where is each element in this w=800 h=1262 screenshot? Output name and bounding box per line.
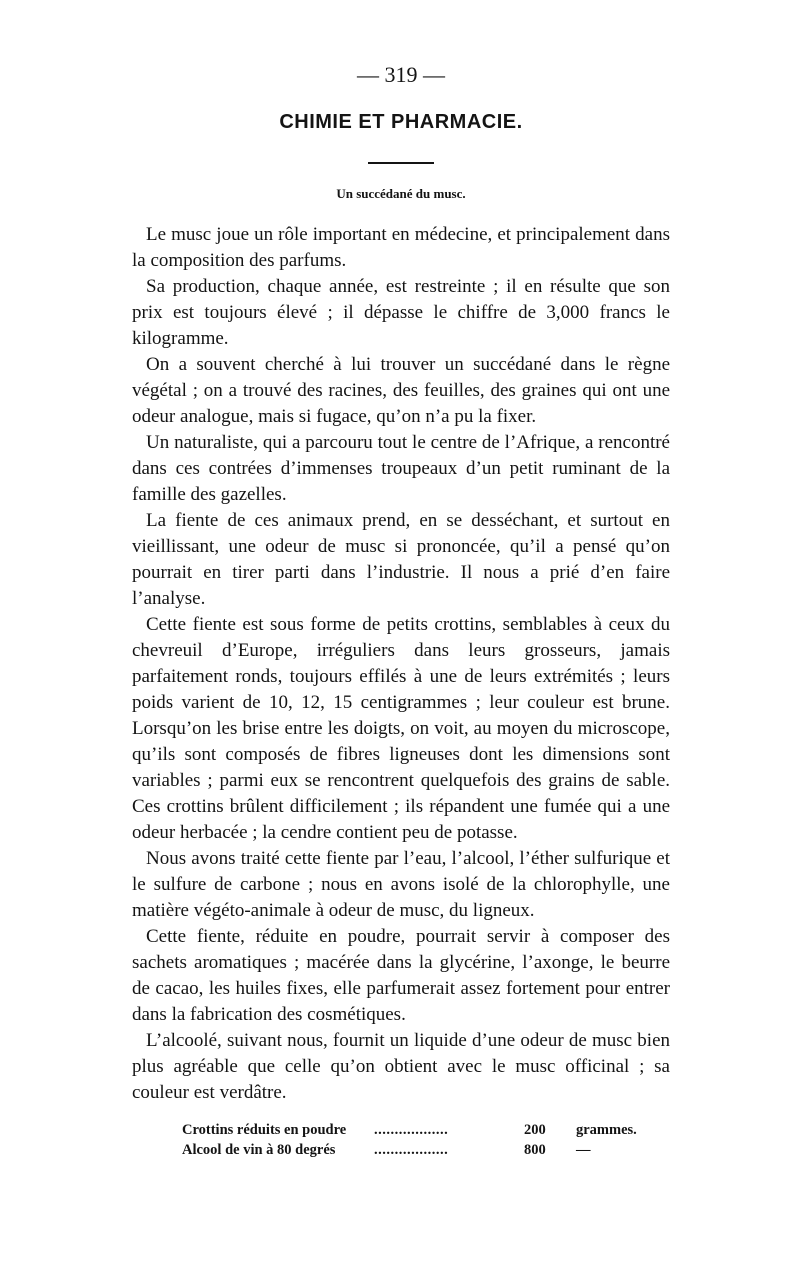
- paragraph: Le musc joue un rôle important en médecine, et principalement dans la composition des parfums.: [132, 224, 670, 271]
- paragraph: Cette fiente, réduite en poudre, pourrait servir à composer des sachets aromatiques ; macérée dans la glycérine, l’axonge, le beurre de cacao, les huiles fixes, elle parfumerait assez fortement pour entrer dans la fabrication des cosmétiques.: [132, 926, 670, 1025]
- paragraph: L’alcoolé, suivant nous, fournit un liquide d’une odeur de musc bien plus agréable que celle qu’on obtient avec le musc officinal ; sa couleur est verdâtre.: [132, 1030, 670, 1103]
- page-number: — 319 —: [357, 62, 445, 87]
- dot-leader: ..................: [374, 1142, 449, 1158]
- book-page: [132, 62, 670, 1160]
- recipe-table: [182, 1120, 670, 1160]
- recipe-quantity: 200: [524, 1122, 546, 1138]
- paragraph: Sa production, chaque année, est restreinte ; il en résulte que son prix est toujours élevé ; il dépasse le chiffre de 3,000 francs le kilogramme.: [132, 276, 670, 349]
- recipe-row: [182, 1120, 670, 1140]
- title-rule: [368, 162, 434, 164]
- paragraph: Cette fiente est sous forme de petits crottins, semblables à ceux du chevreuil d’Europe, irréguliers dans leurs grosseurs, jamais parfaitement ronds, toujours effilés à une de leurs extrémités ; leurs poids varient de 10, 12, 15 centigrammes ; leur couleur est brune. Lorsqu’on les brise entre les doigts, on voit, au moyen du microscope, qu’ils sont composés de fibres ligneuses dont les dimensions sont variables ; parmi eux se rencontrent quelquefois des grains de sable. Ces crottins brûlent difficilement ; ils répandent une fumée qui a une odeur herbacée ; la cendre contient peu de potasse.: [132, 614, 670, 843]
- paragraph: On a souvent cherché à lui trouver un succédané dans le règne végétal ; on a trouvé des racines, des feuilles, des graines qui ont une odeur analogue, mais si fugace, qu’on n’a pu la fixer.: [132, 354, 670, 427]
- recipe-quantity: 800: [524, 1142, 546, 1158]
- section-title: CHIMIE ET PHARMACIE.: [279, 111, 523, 133]
- article-title: Un succédané du musc.: [336, 186, 466, 201]
- recipe-item: Crottins réduits en poudre: [182, 1122, 347, 1138]
- dot-leader: ..................: [374, 1122, 449, 1138]
- paragraph: La fiente de ces animaux prend, en se desséchant, et surtout en vieillissant, une odeur de musc si prononcée, qu’il a pensé qu’on pourrait en tirer parti dans l’industrie. Il nous a prié d’en faire l’analyse.: [132, 510, 670, 609]
- recipe-item: Alcool de vin à 80 degrés: [182, 1142, 336, 1158]
- recipe-unit: —: [576, 1142, 591, 1158]
- paragraph: Un naturaliste, qui a parcouru tout le centre de l’Afrique, a rencontré dans ces contrées d’immenses troupeaux d’un petit ruminant de la famille des gazelles.: [132, 432, 670, 505]
- recipe-unit: grammes.: [576, 1122, 637, 1138]
- article-body: [132, 222, 670, 1106]
- recipe-row: [182, 1140, 670, 1160]
- paragraph: Nous avons traité cette fiente par l’eau, l’alcool, l’éther sulfurique et le sulfure de carbone ; nous en avons isolé de la chlorophylle, une matière végéto-animale à odeur de musc, du ligneux.: [132, 848, 670, 921]
